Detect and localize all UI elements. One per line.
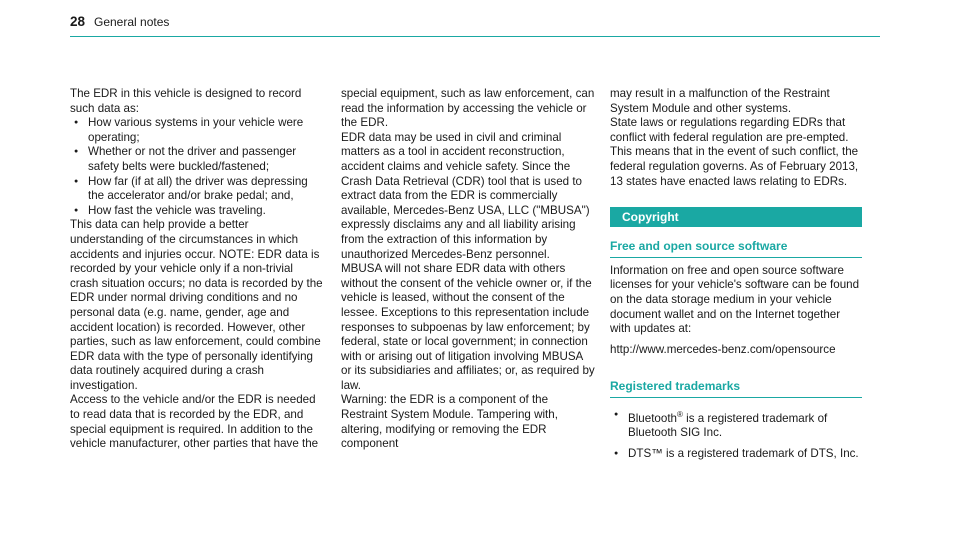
list-item [610, 408, 862, 441]
foss-paragraph: Information on free and open source software licenses for your vehicle's software can be found on the data storage medium in your vehicle document wallet and on the Internet together with updates at: [610, 263, 860, 336]
trademarks-heading: Registered trademarks [610, 379, 862, 398]
foss-url: http://www.mercedes-benz.com/opensource [610, 342, 836, 356]
list-item: ● DTS™ is a registered trademark of DTS, Inc. [610, 447, 862, 462]
list-item: ● How various systems in your vehicle were operating; [70, 116, 324, 145]
column-left [70, 87, 324, 452]
page-number: 28 [70, 14, 86, 29]
trademark-text: is a registered trademark of Bluetooth SIG Inc. [628, 411, 828, 440]
edr-data-list [70, 116, 324, 218]
edr-paragraph: Access to the vehicle and/or the EDR is needed to read data that is recorded by the EDR, and special equipment is required. In addition to the vehicle manufacturer, other parties that have the [70, 393, 319, 451]
list-item: ● Whether or not the driver and passenger safety belts were buckled/fastened; [70, 145, 324, 174]
foss-heading: Free and open source software [610, 239, 862, 258]
edr-paragraph: State laws or regulations regarding EDRs that conflict with federal regulation are pre-empted. This means that in the event of such conflict, the federal regulation governs. As of February 2013, 13 states have enacted laws relating to EDRs. [610, 116, 859, 188]
edr-paragraph: EDR data may be used in civil and criminal matters as a tool in accident reconstruction, accident claims and vehicle safety. Since the Crash Data Retrieval (CDR) tool that is used to extract data from the EDR is commercially available, Mercedes-Benz USA, LLC ("MBUSA") expressly disclaims any and all liability arising from the extraction of this information by unauthorized Mercedes-Benz personnel. [341, 130, 590, 261]
registered-mark: ® [677, 409, 683, 419]
column-middle [341, 87, 595, 452]
copyright-heading: Copyright [610, 207, 862, 227]
trademarks-list [610, 408, 862, 462]
header-rule [70, 36, 880, 37]
column-right [610, 87, 862, 462]
edr-paragraph: may result in a malfunction of the Restraint System Module and other systems. [610, 87, 830, 115]
list-item: ● How far (if at all) the driver was depressing the accelerator and/or brake pedal; and, [70, 175, 324, 204]
trademark-name: Bluetooth [628, 411, 677, 425]
edr-paragraph: MBUSA will not share EDR data with others without the consent of the vehicle owner or, if the vehicle is leased, without the consent of the lessee. Exceptions to this representation include responses to subpoenas by law enforcement; by federal, state or local government; in connection with or arising out of litigation involving MBUSA or its subsidiaries and affiliates; or, as required by law. [341, 262, 595, 392]
list-item: ● How fast the vehicle was traveling. [70, 204, 324, 219]
edr-paragraph: This data can help provide a better understanding of the circumstances in which accidents and injuries occur. NOTE: EDR data is recorded by your vehicle only if a non-trivial crash situation occurs; no data is recorded by the EDR under normal driving conditions and no personal data (e.g. name, gender, age and accident location) is recorded. However, other parties, such as law enforcement, could combine EDR data with the type of personally identifying data routinely acquired during a crash investigation. [70, 218, 323, 392]
edr-paragraph: special equipment, such as law enforcement, can read the information by accessing the vehicle or the EDR. [341, 87, 595, 130]
section-title: General notes [94, 15, 170, 29]
edr-intro: The EDR in this vehicle is designed to record such data as: [70, 87, 302, 115]
page-header [70, 14, 880, 40]
edr-paragraph: Warning: the EDR is a component of the Restraint System Module. Tampering with, altering, modifying or removing the EDR component [341, 393, 558, 451]
